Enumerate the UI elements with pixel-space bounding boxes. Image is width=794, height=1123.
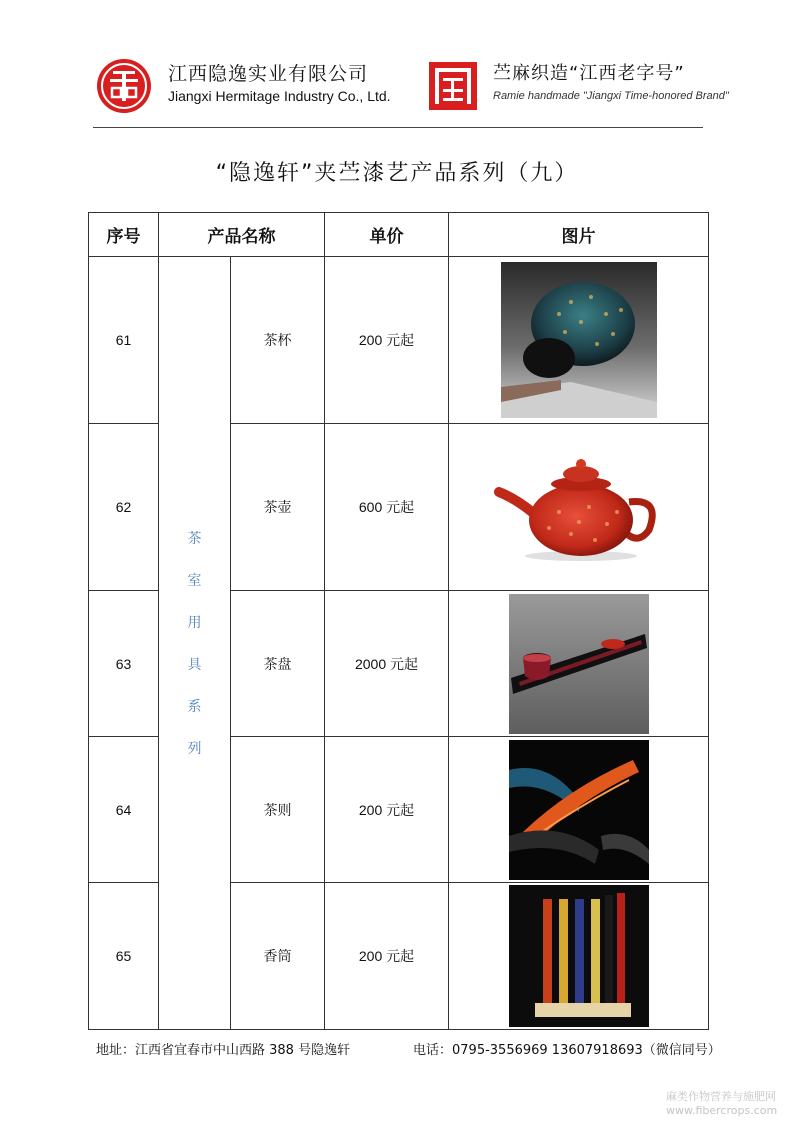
watermark [666,1090,777,1118]
product-table [88,212,709,1030]
incense-tube-photo [509,885,649,1027]
row-image-cell [449,424,709,591]
series-char: 茶 [187,530,202,546]
row-image-cell [449,883,709,1030]
series-char: 用 [187,614,202,630]
series-char: 室 [187,572,202,588]
tea-scoop-photo [509,740,649,880]
slogan-cn: 苎麻织造“江西老字号” [493,63,685,84]
table-row [89,257,709,424]
header-no: 序号 [89,213,159,257]
row-name: 茶壶 [231,424,325,591]
row-name: 香筒 [231,883,325,1030]
row-price: 200 元起 [325,737,449,883]
slogan-en: Ramie handmade "Jiangxi Time-honored Brand" [493,90,729,102]
row-image-cell [449,591,709,737]
row-image-cell [449,257,709,424]
row-price: 2000 元起 [325,591,449,737]
header-divider [93,127,703,128]
footer-address: 地址：江西省宜春市中山西路 388 号隐逸轩 [96,1043,351,1058]
table-header-row [89,213,709,257]
row-name: 茶杯 [231,257,325,424]
row-image-cell [449,737,709,883]
tea-tray-photo [509,594,649,734]
teacup-photo [501,262,657,418]
row-no: 65 [89,883,159,1030]
series-char: 系 [187,698,202,714]
teapot-photo [489,452,669,562]
brand-seal-logo [429,62,477,110]
series-char: 具 [187,656,202,672]
watermark-line2: www.fibercrops.com [666,1104,778,1117]
header-image: 图片 [449,213,709,257]
row-no: 63 [89,591,159,737]
row-name: 茶盘 [231,591,325,737]
watermark-line1: 麻类作物营养与施肥网 [666,1090,776,1103]
series-char: 列 [187,740,202,756]
row-no: 62 [89,424,159,591]
row-price: 200 元起 [325,257,449,424]
series-label [159,257,231,1030]
row-name: 茶则 [231,737,325,883]
company-logo [95,57,153,115]
header-name: 产品名称 [159,213,325,257]
company-name-cn: 江西隐逸实业有限公司 [168,63,369,85]
company-name-en: Jiangxi Hermitage Industry Co., Ltd. [168,88,391,104]
row-price: 600 元起 [325,424,449,591]
footer-phone: 电话：0795-3556969 13607918693（微信同号） [413,1043,721,1058]
row-price: 200 元起 [325,883,449,1030]
header-price: 单价 [325,213,449,257]
row-no: 61 [89,257,159,424]
page-title: “隐逸轩”夹苎漆艺产品系列（九） [215,161,579,186]
row-no: 64 [89,737,159,883]
